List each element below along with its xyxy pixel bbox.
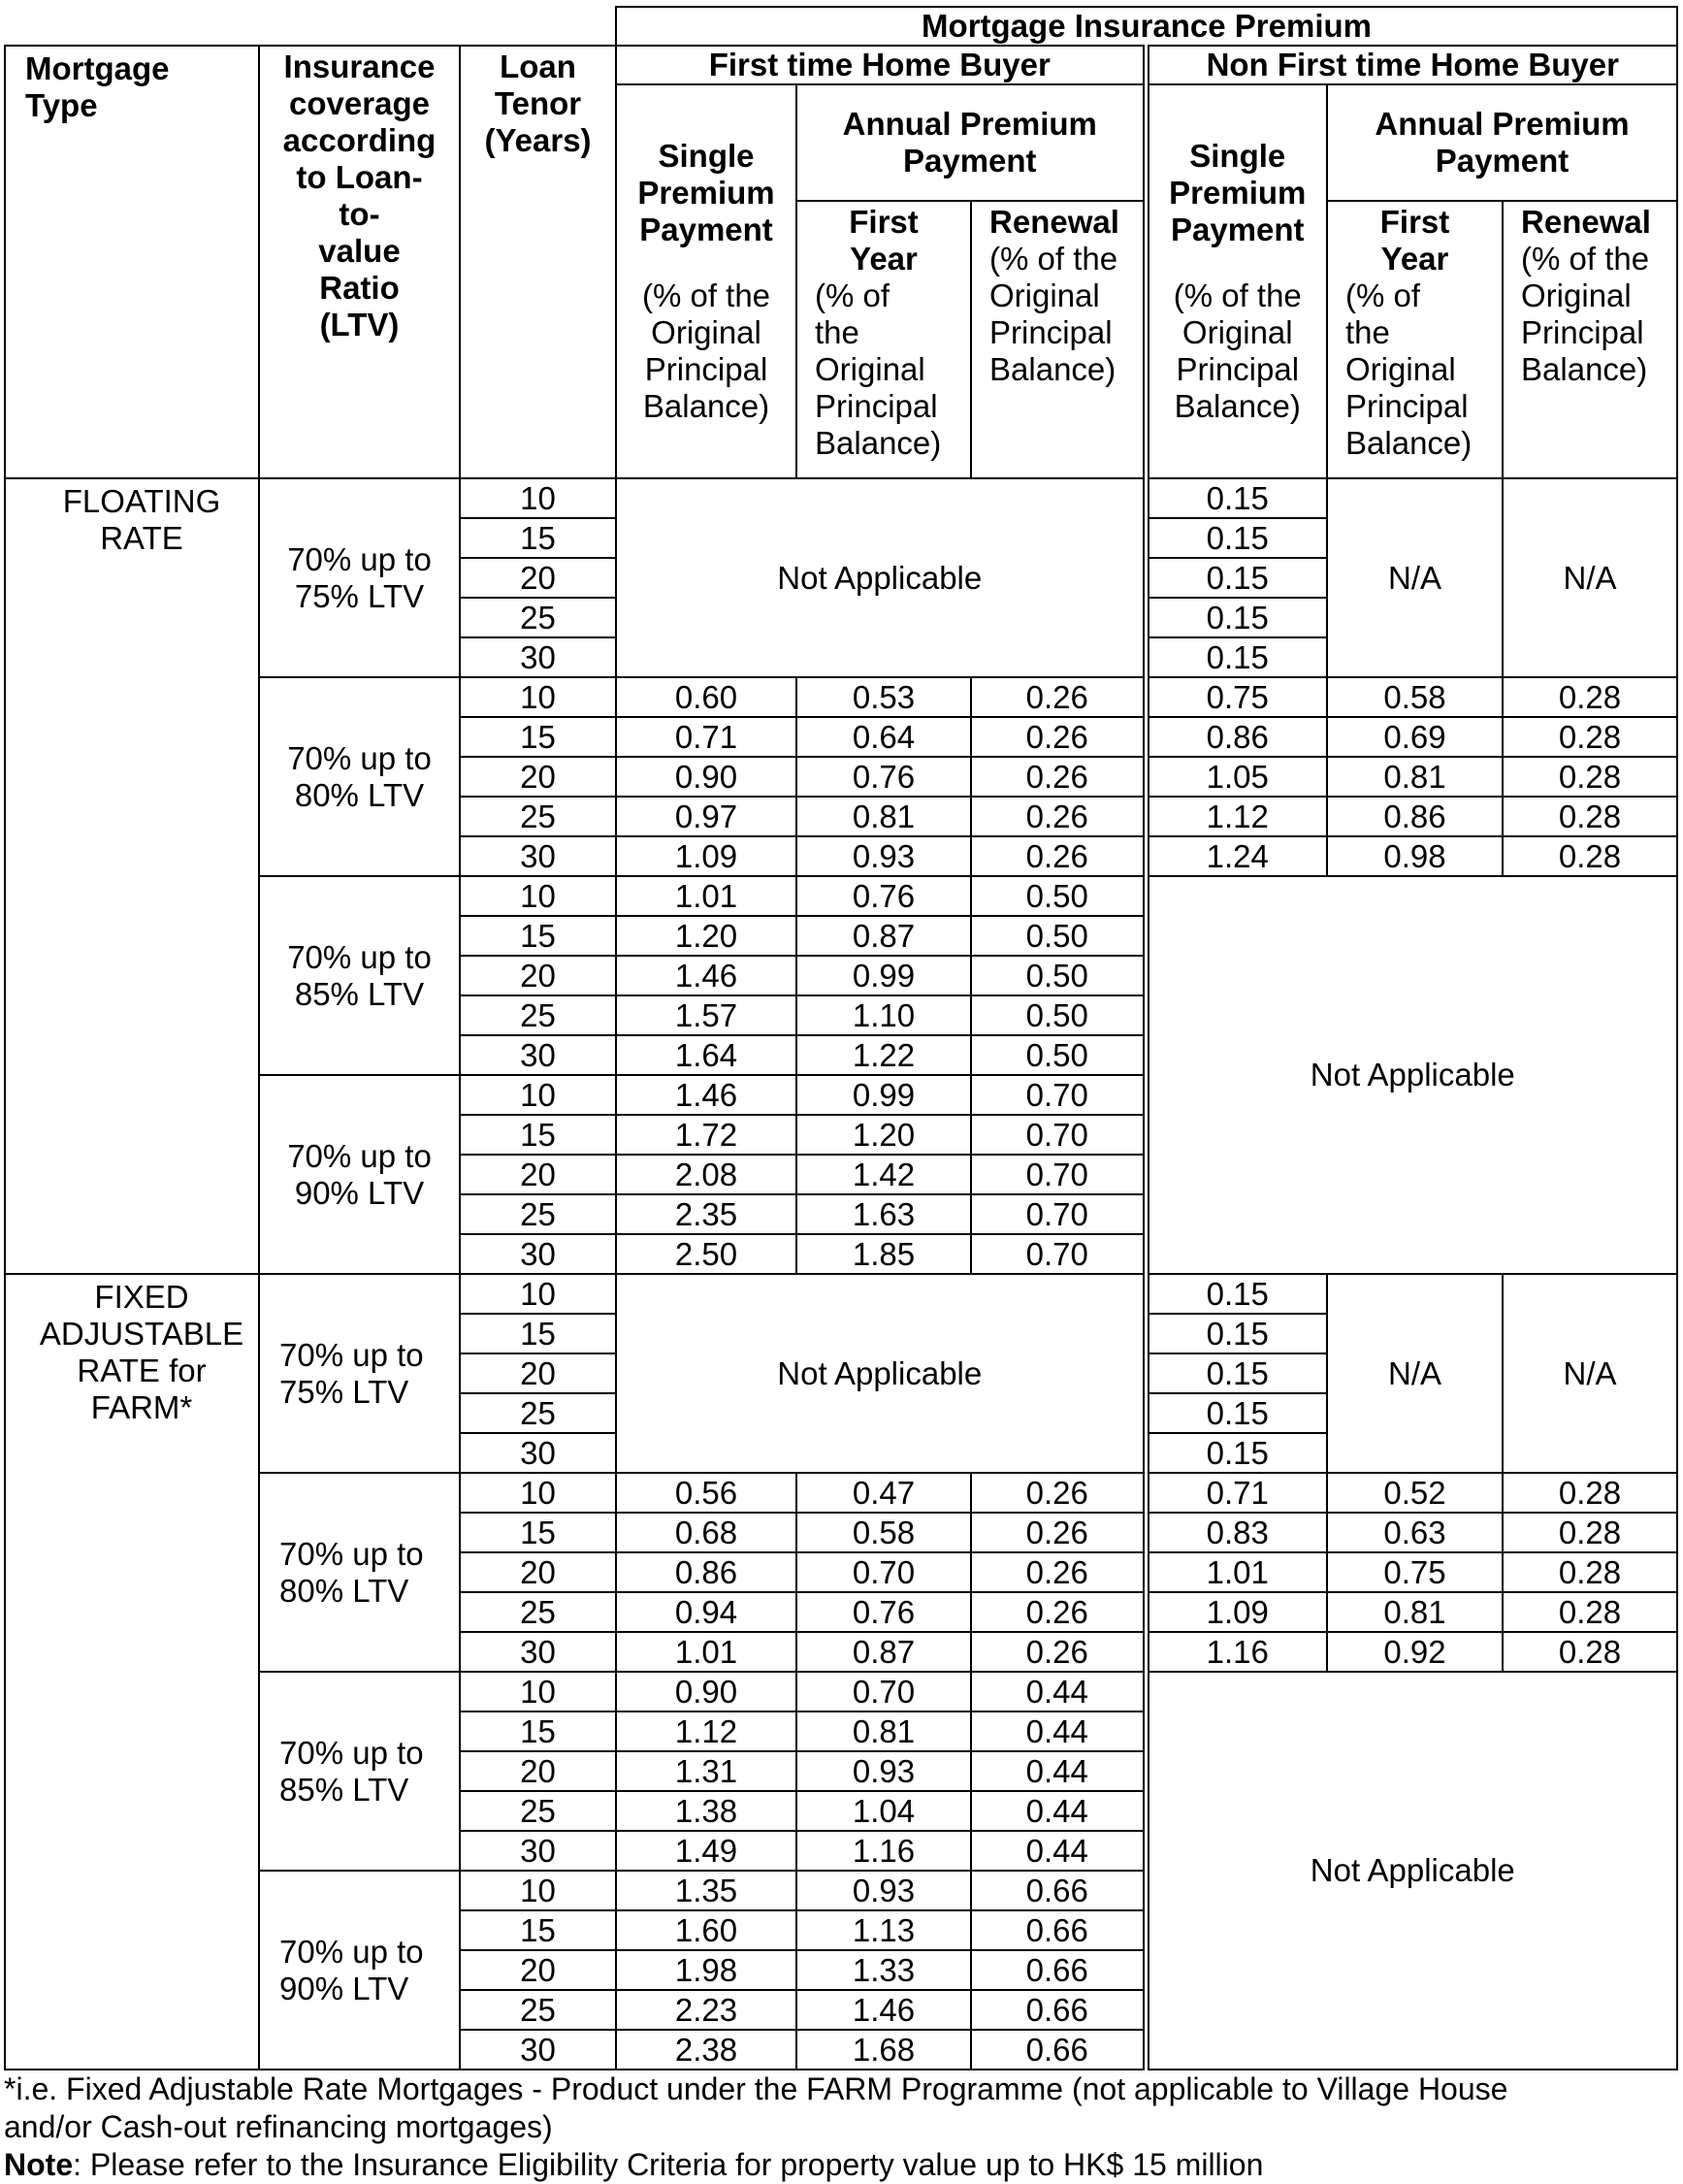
renewal-note-line: Principal (1521, 314, 1644, 350)
ltv-line: 70% up to (287, 739, 432, 776)
ft-first-year-cell: 0.93 (796, 1871, 971, 1910)
nft-renewal-cell: 0.28 (1503, 717, 1677, 757)
header-nft-annual-premium: Annual Premium Payment (1327, 84, 1677, 201)
tenor-cell: 20 (460, 558, 616, 598)
nft-first-year-cell: 0.81 (1327, 1592, 1503, 1632)
renewal-note-line: Principal (989, 314, 1113, 350)
ft-renewal-cell: 0.26 (971, 677, 1146, 717)
ft-renewal-cell: 0.50 (971, 1035, 1146, 1075)
ltv-line: 70% up to (287, 938, 432, 975)
ft-first-year-cell: 0.87 (796, 916, 971, 956)
ft-first-year-cell: 0.99 (796, 1075, 971, 1115)
nft-renewal-na: N/A (1503, 478, 1677, 677)
header-ft-renewal-label: Renewal (989, 204, 1119, 240)
nft-first-year-cell: 0.63 (1327, 1513, 1503, 1552)
ft-renewal-cell: 0.26 (971, 836, 1146, 876)
coverage-line: to Loan- (296, 159, 423, 195)
ltv-cell (259, 1075, 460, 1274)
ft-renewal-cell: 0.44 (971, 1672, 1146, 1711)
ft-renewal-cell: 0.66 (971, 1990, 1146, 2030)
ft-first-year-cell: 0.76 (796, 757, 971, 797)
ft-single-premium-cell: 0.94 (616, 1592, 796, 1632)
ltv-line: 70% up to (287, 1137, 432, 1174)
footnote (4, 2070, 1676, 2146)
coverage-line: according (282, 122, 437, 158)
ltv-line: 70% up to (279, 1535, 424, 1572)
nft-renewal-cell: 0.28 (1503, 1592, 1677, 1632)
ltv-cell (259, 1473, 460, 1672)
header-mortgage-type (5, 46, 259, 478)
header-ft-first-year (796, 201, 971, 478)
tenor-cell: 25 (460, 1194, 616, 1234)
ft-first-year-cell: 1.63 (796, 1194, 971, 1234)
ft-single-premium-cell: 1.98 (616, 1950, 796, 1990)
ft-first-year-cell: 0.76 (796, 1592, 971, 1632)
nft-single-premium-cell: 0.15 (1146, 478, 1327, 518)
ltv-line: 70% up to (287, 540, 432, 577)
header-ft-first-year-note (815, 277, 970, 462)
ft-renewal-cell: 0.26 (971, 717, 1146, 757)
tenor-cell: 25 (460, 598, 616, 637)
header-loan-tenor-lines (461, 49, 615, 159)
tenor-cell: 30 (460, 1831, 616, 1871)
ft-single-premium-cell: 2.23 (616, 1990, 796, 2030)
header-loan-tenor (460, 46, 616, 478)
ft-first-year-cell: 0.87 (796, 1632, 971, 1672)
nft-renewal-cell: 0.28 (1503, 677, 1677, 717)
table-title: Mortgage Insurance Premium (616, 7, 1677, 46)
ft-single-premium-cell: 1.35 (616, 1871, 796, 1910)
ft-first-year-cell: 0.70 (796, 1552, 971, 1592)
first-year-note-line: the (815, 314, 859, 350)
tenor-cell: 10 (460, 1473, 616, 1513)
header-ft-single-premium (616, 84, 796, 478)
first-year-note-line: Balance) (815, 425, 942, 461)
nft-first-year-cell: 0.69 (1327, 717, 1503, 757)
ft-single-premium-cell: 2.08 (616, 1155, 796, 1194)
nft-renewal-cell: 0.28 (1503, 1513, 1677, 1552)
ft-renewal-cell: 0.70 (971, 1075, 1146, 1115)
ltv-line: 90% LTV (294, 1174, 425, 1211)
header-ft-single-premium-note (617, 277, 795, 425)
ltv-line: 70% up to (279, 1734, 424, 1771)
table-row (5, 1274, 1677, 1314)
ft-first-year-cell: 0.64 (796, 717, 971, 757)
coverage-line: Ratio (319, 270, 400, 306)
ft-single-premium-cell: 2.50 (616, 1234, 796, 1274)
ft-renewal-cell: 0.50 (971, 876, 1146, 916)
tenor-cell: 20 (460, 1155, 616, 1194)
tenor-cell: 15 (460, 1910, 616, 1950)
nft-renewal-cell: 0.28 (1503, 1632, 1677, 1672)
nft-renewal-cell: 0.28 (1503, 1552, 1677, 1592)
nft-single-premium-cell: 1.01 (1146, 1552, 1327, 1592)
header-nft-single-premium-note (1149, 277, 1327, 425)
mortgage-type-line: ADJUSTABLE (39, 1316, 244, 1352)
ft-single-premium-cell: 1.46 (616, 956, 796, 995)
ft-single-premium-cell: 0.68 (616, 1513, 796, 1552)
nft-single-premium-cell: 0.15 (1146, 1353, 1327, 1393)
ft-renewal-cell: 0.26 (971, 1592, 1146, 1632)
table-body (5, 478, 1677, 2070)
ft-renewal-cell: 0.44 (971, 1791, 1146, 1831)
nft-renewal-cell: 0.28 (1503, 836, 1677, 876)
single-premium-line: Single (658, 138, 755, 174)
ltv-line: 75% LTV (279, 1373, 409, 1410)
coverage-line: (LTV) (319, 307, 400, 342)
ltv-line: 70% up to (279, 1336, 424, 1373)
nft-single-premium-cell: 0.71 (1146, 1473, 1327, 1513)
first-year-line: Year (1380, 241, 1449, 277)
renewal-note-line: (% of the (989, 241, 1118, 277)
nft-first-year-cell: 0.92 (1327, 1632, 1503, 1672)
tenor-line: Loan (500, 49, 576, 84)
header-mortgage-type-text: Mortgage Type (25, 50, 170, 123)
nft-first-year-cell: 0.52 (1327, 1473, 1503, 1513)
single-premium-note-line: Original (1181, 314, 1293, 350)
ft-first-year-cell: 0.93 (796, 1751, 971, 1791)
ltv-line: 80% LTV (279, 1572, 409, 1609)
tenor-cell: 25 (460, 1791, 616, 1831)
footnote-line-1: *i.e. Fixed Adjustable Rate Mortgages - Product under the FARM Programme (not applicable to Village House (4, 2071, 1508, 2106)
nft-renewal-cell: 0.28 (1503, 1473, 1677, 1513)
coverage-line: coverage (289, 85, 430, 121)
nft-single-premium-cell: 0.83 (1146, 1513, 1327, 1552)
tenor-cell: 20 (460, 956, 616, 995)
header-nft-renewal (1503, 201, 1677, 478)
single-premium-note-line: (% of the (641, 277, 771, 313)
nft-single-premium-cell: 0.15 (1146, 518, 1327, 558)
mortgage-type-cell (5, 1274, 259, 2070)
tenor-cell: 30 (460, 637, 616, 677)
tenor-cell: 20 (460, 1353, 616, 1393)
ft-renewal-cell: 0.26 (971, 1632, 1146, 1672)
nft-single-premium-cell: 0.15 (1146, 1274, 1327, 1314)
single-premium-note-line: (% of the (1173, 277, 1302, 313)
ft-single-premium-cell: 1.46 (616, 1075, 796, 1115)
tenor-cell: 15 (460, 1513, 616, 1552)
ft-single-premium-cell: 1.01 (616, 1632, 796, 1672)
single-premium-note-line: Principal (644, 351, 768, 387)
ft-single-premium-cell: 0.97 (616, 797, 796, 836)
nft-single-premium-cell: 1.24 (1146, 836, 1327, 876)
nft-first-year-cell: 0.98 (1327, 836, 1503, 876)
first-year-note-line: Principal (815, 388, 938, 424)
ft-renewal-cell: 0.70 (971, 1155, 1146, 1194)
tenor-cell: 15 (460, 717, 616, 757)
table-row (5, 478, 1677, 518)
tenor-cell: 30 (460, 2030, 616, 2070)
ft-single-premium-cell: 0.90 (616, 1672, 796, 1711)
ft-renewal-cell: 0.70 (971, 1194, 1146, 1234)
header-ft-annual-premium: Annual Premium Payment (796, 84, 1146, 201)
ft-first-year-cell: 1.04 (796, 1791, 971, 1831)
ft-first-year-cell: 0.70 (796, 1672, 971, 1711)
ft-single-premium-cell: 0.86 (616, 1552, 796, 1592)
ft-single-premium-cell: 2.38 (616, 2030, 796, 2070)
renewal-note-line: Original (989, 277, 1100, 313)
header-coverage (259, 46, 460, 478)
ft-renewal-cell: 0.50 (971, 956, 1146, 995)
header-first-time-buyer: First time Home Buyer (616, 46, 1146, 84)
note (4, 2146, 1676, 2184)
mortgage-type-line: FIXED (94, 1279, 189, 1315)
ltv-line: 70% up to (279, 1933, 424, 1970)
renewal-note-line: Original (1521, 277, 1632, 313)
ltv-line: 85% LTV (279, 1771, 409, 1808)
ft-single-premium-cell: 1.64 (616, 1035, 796, 1075)
mortgage-type-line: RATE for (77, 1353, 207, 1388)
note-text: : Please refer to the Insurance Eligibility Criteria for property value up to HK$ 15 million (73, 2147, 1264, 2182)
ft-single-premium-cell: 0.71 (616, 717, 796, 757)
tenor-cell: 15 (460, 916, 616, 956)
ft-first-year-cell: 0.58 (796, 1513, 971, 1552)
nft-first-year-cell: 0.81 (1327, 757, 1503, 797)
ft-single-premium-cell: 1.09 (616, 836, 796, 876)
nft-single-premium-cell: 1.05 (1146, 757, 1327, 797)
tenor-cell: 15 (460, 1115, 616, 1155)
nft-single-premium-cell: 1.12 (1146, 797, 1327, 836)
ft-first-year-cell: 0.81 (796, 1711, 971, 1751)
ft-renewal-cell: 0.26 (971, 1552, 1146, 1592)
tenor-cell: 10 (460, 876, 616, 916)
ft-renewal-cell: 0.70 (971, 1234, 1146, 1274)
mortgage-type-line: FARM* (90, 1389, 193, 1425)
single-premium-line: Payment (639, 212, 773, 247)
ft-single-premium-cell: 1.57 (616, 995, 796, 1035)
nft-renewal-cell: 0.28 (1503, 797, 1677, 836)
first-year-line: Year (850, 241, 918, 277)
tenor-cell: 10 (460, 677, 616, 717)
ft-renewal-cell: 0.66 (971, 1910, 1146, 1950)
header-nft-first-year (1327, 201, 1503, 478)
tenor-cell: 10 (460, 1871, 616, 1910)
ft-single-premium-cell: 0.56 (616, 1473, 796, 1513)
nft-not-applicable: Not Applicable (1146, 1672, 1677, 2070)
ltv-cell (259, 1871, 460, 2070)
ft-renewal-cell: 0.44 (971, 1831, 1146, 1871)
tenor-cell: 20 (460, 1552, 616, 1592)
mortgage-type-line: RATE (100, 520, 183, 556)
ft-first-year-cell: 0.53 (796, 677, 971, 717)
first-year-note-line: the (1345, 314, 1390, 350)
header-ft-first-year-lines (797, 204, 970, 277)
ft-renewal-cell: 0.66 (971, 2030, 1146, 2070)
nft-single-premium-cell: 1.09 (1146, 1592, 1327, 1632)
tenor-cell: 25 (460, 1990, 616, 2030)
ltv-line: 75% LTV (294, 577, 425, 614)
tenor-cell: 10 (460, 1274, 616, 1314)
mortgage-insurance-premium-table (4, 6, 1678, 2070)
nft-single-premium-cell: 0.15 (1146, 1314, 1327, 1353)
header-nft-renewal-label: Renewal (1521, 204, 1651, 240)
ft-single-premium-cell: 1.01 (616, 876, 796, 916)
tenor-cell: 15 (460, 1711, 616, 1751)
nft-first-year-na: N/A (1327, 1274, 1503, 1473)
first-year-line: First (1379, 204, 1450, 240)
single-premium-note-line: Principal (1176, 351, 1300, 387)
ft-first-year-cell: 1.10 (796, 995, 971, 1035)
header-coverage-lines (260, 49, 459, 343)
ft-single-premium-cell: 0.60 (616, 677, 796, 717)
ft-single-premium-cell: 1.60 (616, 1910, 796, 1950)
mortgage-type-line: FLOATING (62, 483, 221, 519)
ft-renewal-cell: 0.26 (971, 1513, 1146, 1552)
header-nft-first-year-lines (1328, 204, 1502, 277)
ft-first-year-cell: 0.93 (796, 836, 971, 876)
ft-renewal-cell: 0.44 (971, 1711, 1146, 1751)
tenor-cell: 15 (460, 518, 616, 558)
tenor-cell: 10 (460, 1075, 616, 1115)
renewal-note-line: (% of the (1521, 241, 1650, 277)
ft-renewal-cell: 0.26 (971, 797, 1146, 836)
ft-renewal-cell: 0.50 (971, 995, 1146, 1035)
header-non-first-time-buyer: Non First time Home Buyer (1146, 46, 1677, 84)
coverage-line: to- (339, 196, 380, 232)
nft-single-premium-cell: 0.75 (1146, 677, 1327, 717)
ft-renewal-cell: 0.50 (971, 916, 1146, 956)
ft-first-year-cell: 1.16 (796, 1831, 971, 1871)
header-nft-single-premium (1146, 84, 1327, 478)
tenor-line: Tenor (494, 85, 582, 121)
ltv-line: 85% LTV (294, 975, 425, 1012)
ft-single-premium-cell: 1.38 (616, 1791, 796, 1831)
ft-first-year-cell: 1.22 (796, 1035, 971, 1075)
ft-not-applicable: Not Applicable (616, 478, 1146, 677)
first-year-note-line: Principal (1345, 388, 1469, 424)
nft-first-year-cell: 0.75 (1327, 1552, 1503, 1592)
ft-single-premium-cell: 1.20 (616, 916, 796, 956)
mortgage-type-cell (5, 478, 259, 1274)
ft-not-applicable: Not Applicable (616, 1274, 1146, 1473)
tenor-cell: 15 (460, 1314, 616, 1353)
nft-single-premium-cell: 0.15 (1146, 558, 1327, 598)
nft-first-year-cell: 0.58 (1327, 677, 1503, 717)
first-year-note-line: Balance) (1345, 425, 1473, 461)
ft-first-year-cell: 0.47 (796, 1473, 971, 1513)
coverage-line: value (318, 233, 401, 269)
ft-renewal-cell: 0.26 (971, 757, 1146, 797)
header-ft-single-premium-lines (617, 138, 795, 248)
ft-single-premium-cell: 1.31 (616, 1751, 796, 1791)
single-premium-line: Premium (1169, 175, 1307, 211)
ft-first-year-cell: 1.85 (796, 1234, 971, 1274)
tenor-cell: 25 (460, 1592, 616, 1632)
tenor-cell: 30 (460, 1632, 616, 1672)
renewal-note-line: Balance) (989, 351, 1117, 387)
header-ft-renewal-note (989, 241, 1143, 388)
first-year-note-line: Original (1345, 351, 1456, 387)
tenor-cell: 20 (460, 1751, 616, 1791)
tenor-cell: 30 (460, 1035, 616, 1075)
tenor-cell: 20 (460, 1950, 616, 1990)
ltv-cell (259, 478, 460, 677)
single-premium-note-line: Balance) (1174, 388, 1301, 424)
ltv-cell (259, 1672, 460, 1871)
ft-first-year-cell: 0.99 (796, 956, 971, 995)
ft-first-year-cell: 1.46 (796, 1990, 971, 2030)
single-premium-line: Premium (637, 175, 775, 211)
nft-first-year-cell: 0.86 (1327, 797, 1503, 836)
tenor-cell: 25 (460, 995, 616, 1035)
single-premium-line: Payment (1170, 212, 1305, 247)
single-premium-line: Single (1189, 138, 1286, 174)
single-premium-note-line: Balance) (642, 388, 770, 424)
tenor-cell: 10 (460, 1672, 616, 1711)
tenor-cell: 25 (460, 1393, 616, 1433)
nft-renewal-cell: 0.28 (1503, 757, 1677, 797)
ft-first-year-cell: 0.76 (796, 876, 971, 916)
coverage-line: Insurance (283, 49, 436, 84)
ft-single-premium-cell: 2.35 (616, 1194, 796, 1234)
first-year-note-line: Original (815, 351, 925, 387)
ft-first-year-cell: 1.33 (796, 1950, 971, 1990)
ltv-line: 80% LTV (294, 776, 425, 813)
ft-first-year-cell: 1.13 (796, 1910, 971, 1950)
first-year-note-line: (% of (1345, 277, 1421, 313)
first-year-line: First (849, 204, 919, 240)
ltv-cell (259, 876, 460, 1075)
first-year-note-line: (% of (815, 277, 890, 313)
tenor-cell: 30 (460, 1234, 616, 1274)
ft-single-premium-cell: 1.49 (616, 1831, 796, 1871)
nft-single-premium-cell: 0.15 (1146, 1393, 1327, 1433)
tenor-cell: 20 (460, 757, 616, 797)
ltv-line: 90% LTV (279, 1970, 409, 2006)
nft-first-year-na: N/A (1327, 478, 1503, 677)
tenor-cell: 30 (460, 1433, 616, 1473)
ft-renewal-cell: 0.44 (971, 1751, 1146, 1791)
ft-single-premium-cell: 0.90 (616, 757, 796, 797)
footnote-line-2: and/or Cash-out refinancing mortgages) (4, 2109, 553, 2144)
note-label: Note (4, 2147, 74, 2182)
ft-renewal-cell: 0.70 (971, 1115, 1146, 1155)
nft-not-applicable: Not Applicable (1146, 876, 1677, 1274)
ltv-cell (259, 677, 460, 876)
footer (4, 2070, 1676, 2184)
single-premium-note-line: Original (651, 314, 761, 350)
ft-single-premium-cell: 1.72 (616, 1115, 796, 1155)
ltv-cell (259, 1274, 460, 1473)
ft-first-year-cell: 1.20 (796, 1115, 971, 1155)
ft-single-premium-cell: 1.12 (616, 1711, 796, 1751)
tenor-cell: 30 (460, 836, 616, 876)
nft-single-premium-cell: 0.15 (1146, 598, 1327, 637)
nft-single-premium-cell: 1.16 (1146, 1632, 1327, 1672)
tenor-cell: 25 (460, 797, 616, 836)
header-nft-first-year-note (1345, 277, 1502, 462)
header-nft-single-premium-lines (1149, 138, 1327, 248)
nft-single-premium-cell: 0.15 (1146, 1433, 1327, 1473)
tenor-cell: 10 (460, 478, 616, 518)
header-nft-renewal-note (1521, 241, 1676, 388)
header-ft-renewal (971, 201, 1146, 478)
tenor-line: (Years) (484, 122, 592, 158)
nft-renewal-na: N/A (1503, 1274, 1677, 1473)
renewal-note-line: Balance) (1521, 351, 1648, 387)
ft-renewal-cell: 0.26 (971, 1473, 1146, 1513)
ft-renewal-cell: 0.66 (971, 1871, 1146, 1910)
ft-renewal-cell: 0.66 (971, 1950, 1146, 1990)
ft-first-year-cell: 0.81 (796, 797, 971, 836)
ft-first-year-cell: 1.68 (796, 2030, 971, 2070)
nft-single-premium-cell: 0.86 (1146, 717, 1327, 757)
nft-single-premium-cell: 0.15 (1146, 637, 1327, 677)
ft-first-year-cell: 1.42 (796, 1155, 971, 1194)
